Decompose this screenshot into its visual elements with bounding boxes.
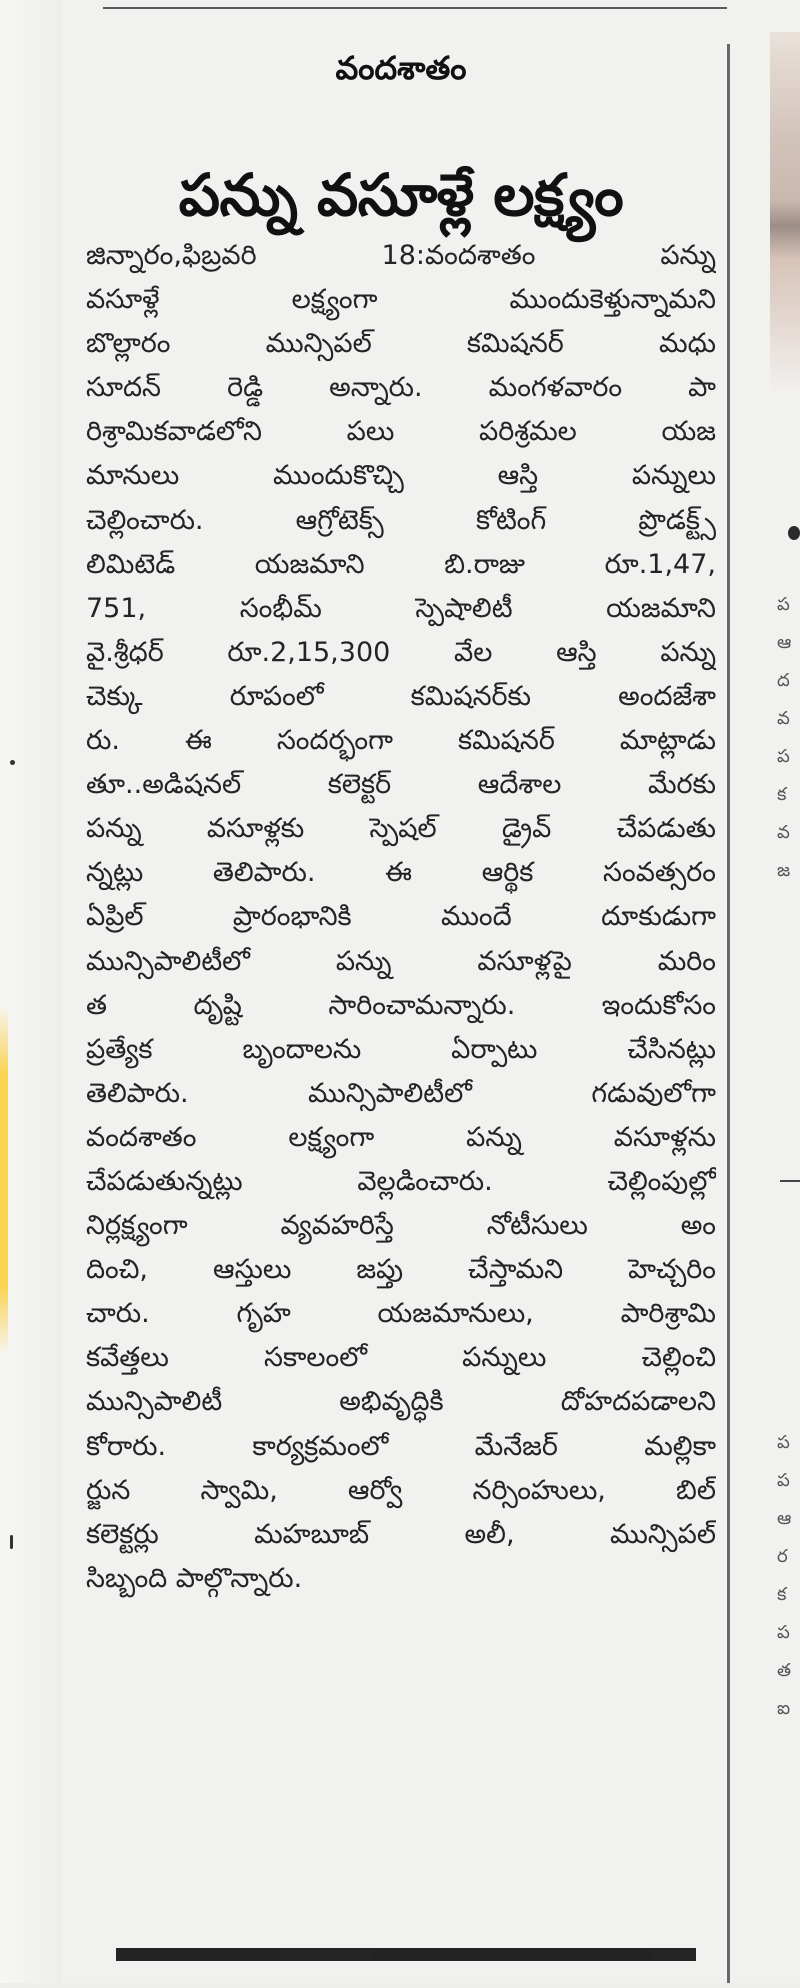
adjacent-column-text-fragment: ప ఆ ద వ ప క వ జ	[777, 594, 792, 881]
body-line: మానులు ముందుకొచ్చి ఆస్తి పన్నులు	[86, 460, 716, 492]
body-line: దించి, ఆస్తులు జప్తు చేస్తామని హెచ్చరిం	[86, 1254, 716, 1286]
column-divider	[727, 44, 730, 1983]
body-line: రిశ్రామికవాడలోని పలు పరిశ్రమల యజ	[86, 416, 716, 448]
body-line: తూ..అడిషనల్ కలెక్టర్ ఆదేశాల మేరకు	[86, 769, 716, 801]
body-line: నిర్లక్ష్యంగా వ్యవహరిస్తే నోటీసులు అం	[86, 1210, 716, 1242]
body-line: సిబ్బంది పాల్గొన్నారు.	[86, 1562, 303, 1594]
body-line: కలెక్టర్లు మహబూబ్ అలీ, మున్సిపల్	[86, 1518, 716, 1550]
body-line: వసూళ్లే లక్ష్యంగా ముందుకెళ్తున్నామని	[86, 284, 716, 316]
adjacent-photo-fragment	[770, 32, 800, 398]
news-article	[86, 34, 716, 1934]
body-line: చెక్కు రూపంలో కమిషనర్‌కు అందజేశా	[86, 680, 716, 712]
adjacent-column-rule	[780, 1180, 800, 1182]
body-line: చెల్లించారు. ఆగ్రోటెక్స్ కోటింగ్ ప్రొడక్ట్స్	[86, 504, 716, 536]
body-line: కోరారు. కార్యక్రమంలో మేనేజర్ మల్లికా	[86, 1430, 716, 1462]
body-line: ఏప్రిల్ ప్రారంభానికి ముందే దూకుడుగా	[86, 901, 716, 933]
body-line: మున్సిపాలిటీ అభివృద్ధికి దోహదపడాలని	[86, 1386, 716, 1418]
body-line: కవేత్తలు సకాలంలో పన్నులు చెల్లించి	[86, 1342, 716, 1374]
body-line: చేపడుతున్నట్లు వెల్లడించారు. చెల్లింపుల్లో	[86, 1165, 716, 1197]
body-line: మున్సిపాలిటీలో పన్ను వసూళ్లపై మరిం	[86, 945, 716, 977]
body-line: చారు. గృహ యజమానులు, పారిశ్రామి	[86, 1298, 716, 1330]
article-body	[86, 234, 716, 1601]
top-rule	[103, 7, 727, 9]
ink-speck	[10, 1535, 13, 1549]
margin-highlight	[0, 1005, 8, 1355]
body-line: సూదన్ రెడ్డి అన్నారు. మంగళవారం పా	[86, 372, 716, 404]
body-line: న్నట్లు తెలిపారు. ఈ ఆర్థిక సంవత్సరం	[86, 857, 716, 889]
adjacent-column-text-fragment: ప ప ఆ ర క ప త ఐ	[777, 1432, 792, 1719]
body-line: తెలిపారు. మున్సిపాలిటీలో గడువులోగా	[86, 1077, 716, 1109]
body-line: పన్ను వసూళ్లకు స్పెషల్ డ్రైవ్ చేపడుతు	[86, 813, 716, 845]
body-line: లిమిటెడ్ యజమాని బి.రాజు రూ.1,47,	[86, 548, 716, 580]
body-line: రు. ఈ సందర్భంగా కమిషనర్ మాట్లాడు	[86, 725, 716, 757]
article-kicker: వందశాతం	[335, 49, 467, 87]
ink-speck	[10, 760, 15, 765]
body-line: త దృష్టి సారించామన్నారు. ఇందుకోసం	[86, 989, 716, 1021]
left-margin	[0, 0, 62, 1983]
article-headline: పన్ను వసూళ్లే లక్ష్యం	[178, 160, 624, 229]
cropped-next-headline	[116, 1948, 696, 1988]
body-line: వై.శ్రీధర్ రూ.2,15,300 వేల ఆస్తి పన్ను	[86, 636, 716, 668]
body-line: బొల్లారం మున్సిపల్ కమిషనర్ మధు	[86, 328, 716, 360]
body-line: ప్రత్యేక బృందాలను ఏర్పాటు చేసినట్లు	[86, 1033, 716, 1065]
body-line: వందశాతం లక్ష్యంగా పన్ను వసూళ్లను	[86, 1121, 716, 1153]
adjacent-bullet	[788, 526, 800, 540]
body-line: ర్జున స్వామి, ఆర్వో నర్సింహులు, బిల్	[86, 1474, 716, 1506]
body-line: జిన్నారం,ఫిబ్రవరి 18:వందశాతం పన్ను	[86, 240, 716, 271]
body-line: 751, సంభీమ్ స్పెషాలిటీ యజమాని	[86, 592, 716, 624]
